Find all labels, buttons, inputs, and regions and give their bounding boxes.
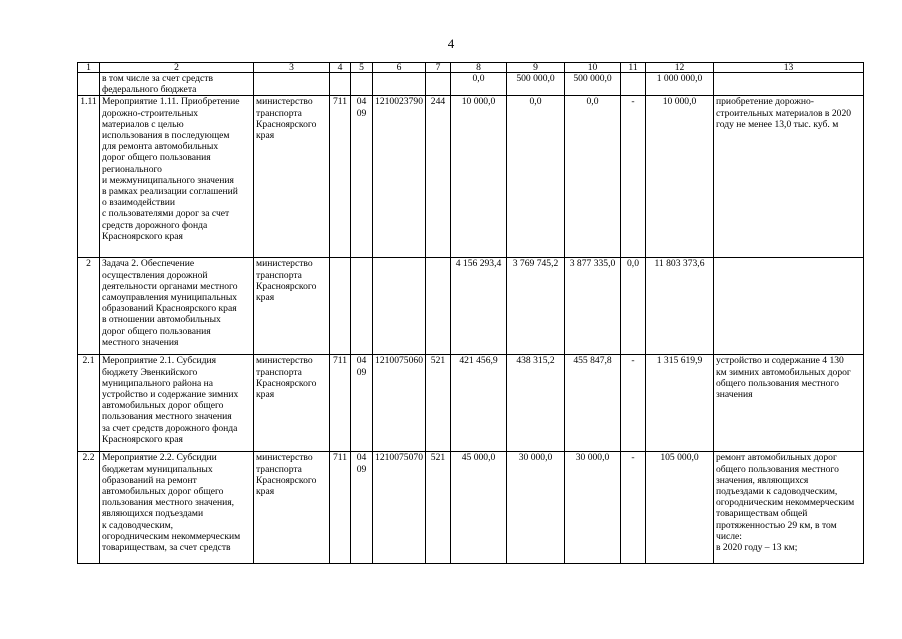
table-row	[78, 355, 864, 452]
header-cell: 7	[426, 63, 451, 73]
grbs-code: 711	[330, 96, 351, 258]
target-article-code	[373, 73, 426, 96]
amount-2020: 10 000,0	[451, 96, 507, 258]
expected-result: приобретение дорожно- строительных материалов в 2020 году не менее 13,0 тыс. куб. м	[714, 96, 864, 258]
amount-col11: 0,0	[621, 258, 646, 355]
executor	[254, 73, 330, 96]
expense-type-code: 244	[426, 96, 451, 258]
expense-type-code: 521	[426, 452, 451, 564]
page-number: 4	[447, 36, 455, 51]
header-cell: 4	[330, 63, 351, 73]
amount-2022: 3 877 335,0	[565, 258, 621, 355]
row-number: 1.11	[78, 96, 100, 258]
amount-2022: 0,0	[565, 96, 621, 258]
row-number: 2	[78, 258, 100, 355]
header-cell: 13	[714, 63, 864, 73]
target-article-code: 1210023790	[373, 96, 426, 258]
section-code: 04 09	[351, 355, 373, 452]
section-code: 04 09	[351, 452, 373, 564]
row-number: 2.1	[78, 355, 100, 452]
header-cell: 11	[621, 63, 646, 73]
amount-total: 10 000,0	[646, 96, 714, 258]
measure-name: Мероприятие 2.1. Субсидия бюджету Эвенкийского муниципального района на устройство и содержание зимних автомобильных дорог общего пользования местного значения за счет средств дорожного фонда Красноярского края	[100, 355, 254, 452]
expected-result	[714, 73, 864, 96]
amount-total: 11 803 373,6	[646, 258, 714, 355]
amount-total: 1 000 000,0	[646, 73, 714, 96]
header-cell: 1	[78, 63, 100, 73]
table-row	[78, 452, 864, 564]
amount-2021: 0,0	[507, 96, 565, 258]
grbs-code	[330, 258, 351, 355]
measure-name: Задача 2. Обеспечение осуществления дорожной деятельности органами местного самоуправления муниципальных образований Красноярского края в отношении автомобильных дорог общего пользования местного значения	[100, 258, 254, 355]
amount-total: 1 315 619,9	[646, 355, 714, 452]
header-cell: 12	[646, 63, 714, 73]
table-row	[78, 258, 864, 355]
grbs-code: 711	[330, 452, 351, 564]
expense-type-code: 521	[426, 355, 451, 452]
measure-name: Мероприятие 1.11. Приобретение дорожно-строительных материалов с целью использования в последующем для ремонта автомобильных дорог общего пользования регионального и межмуниципального значения в рамках реализации соглашений о взаимодействии с пользователями дорог за счет средств дорожного фонда Красноярского края	[100, 96, 254, 258]
measure-name: в том числе за счет средств федерального бюджета	[100, 73, 254, 96]
executor: министерство транспорта Красноярского края	[254, 258, 330, 355]
amount-col11: -	[621, 355, 646, 452]
header-cell: 5	[351, 63, 373, 73]
amount-2021: 438 315,2	[507, 355, 565, 452]
header-cell: 10	[565, 63, 621, 73]
section-code	[351, 258, 373, 355]
executor: министерство транспорта Красноярского края	[254, 452, 330, 564]
amount-2021: 500 000,0	[507, 73, 565, 96]
amount-2020: 4 156 293,4	[451, 258, 507, 355]
amount-2020: 0,0	[451, 73, 507, 96]
expense-type-code	[426, 258, 451, 355]
amount-total: 105 000,0	[646, 452, 714, 564]
expense-type-code	[426, 73, 451, 96]
table-row	[78, 96, 864, 258]
grbs-code: 711	[330, 355, 351, 452]
section-code	[351, 73, 373, 96]
column-number-header-row	[78, 63, 864, 73]
target-article-code: 1210075070	[373, 452, 426, 564]
amount-col11: -	[621, 96, 646, 258]
header-cell: 2	[100, 63, 254, 73]
expected-result: ремонт автомобильных дорог общего пользования местного значения, являющихся подъездами к садоводческим, огородническим некоммерческим товариществам общей протяженностью 29 км, в том числе: в 2020 году – 13 км;	[714, 452, 864, 564]
header-cell: 8	[451, 63, 507, 73]
amount-col11	[621, 73, 646, 96]
row-number: 2.2	[78, 452, 100, 564]
header-cell: 3	[254, 63, 330, 73]
executor: министерство транспорта Красноярского края	[254, 96, 330, 258]
header-cell: 6	[373, 63, 426, 73]
amount-2022: 30 000,0	[565, 452, 621, 564]
header-cell: 9	[507, 63, 565, 73]
expected-result	[714, 258, 864, 355]
grbs-code	[330, 73, 351, 96]
amount-2020: 421 456,9	[451, 355, 507, 452]
executor: министерство транспорта Красноярского края	[254, 355, 330, 452]
amount-2022: 455 847,8	[565, 355, 621, 452]
amount-2020: 45 000,0	[451, 452, 507, 564]
amount-2022: 500 000,0	[565, 73, 621, 96]
expected-result: устройство и содержание 4 130 км зимних автомобильных дорог общего пользования местного значения	[714, 355, 864, 452]
measure-name: Мероприятие 2.2. Субсидии бюджетам муниципальных образований на ремонт автомобильных дорог общего пользования местного значения, являющихся подъездами к садоводческим, огородническим некоммерческим товариществам, за счет средств	[100, 452, 254, 564]
amount-2021: 3 769 745,2	[507, 258, 565, 355]
target-article-code	[373, 258, 426, 355]
target-article-code: 1210075060	[373, 355, 426, 452]
row-number	[78, 73, 100, 96]
amount-col11: -	[621, 452, 646, 564]
program-measures-table	[77, 62, 864, 564]
section-code: 04 09	[351, 96, 373, 258]
amount-2021: 30 000,0	[507, 452, 565, 564]
table-row	[78, 73, 864, 96]
